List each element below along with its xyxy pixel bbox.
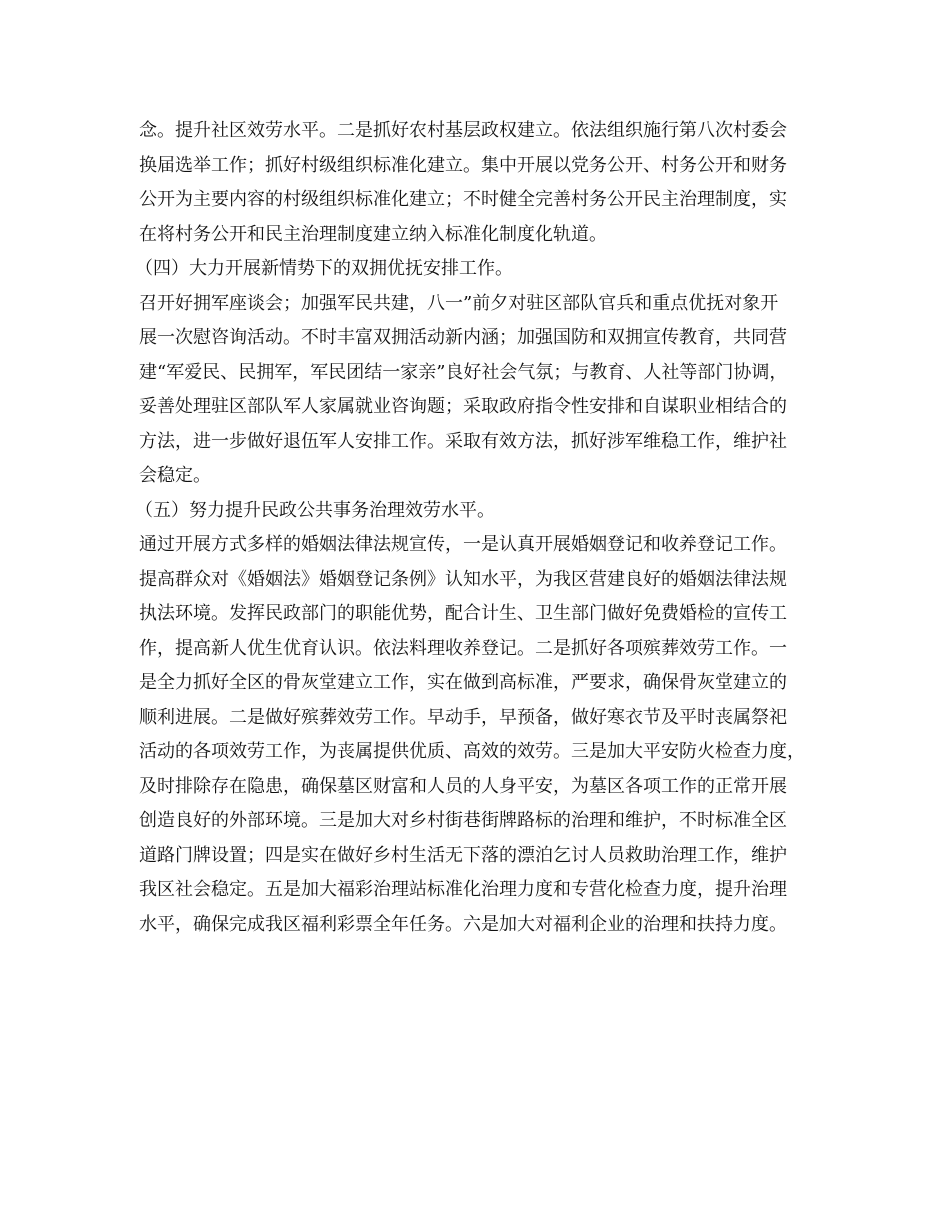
text-line: 提高群众对《婚姻法》婚姻登记条例》认知水平，为我区营建良好的婚姻法律法规: [139, 568, 787, 590]
text-line: 在将村务公开和民主治理制度建立纳入标准化制度化轨道。: [139, 223, 607, 245]
text-line: 通过开展方式多样的婚姻法律法规宣传，一是认真开展婚姻登记和收养登记工作。: [139, 534, 787, 555]
text-line: 换届选举工作；抓好村级组织标准化建立。集中开展以党务公开、村务公开和财务: [139, 154, 787, 176]
text-line: 道路门牌设置；四是实在做好乡村生活无下落的漂泊乞讨人员救助治理工作，维护: [139, 844, 787, 866]
text-line: 展一次慰咨询活动。不时丰富双拥活动新内涵；加强国防和双拥宣传教育，共同营: [139, 327, 787, 348]
text-line: 执法环境。发挥民政部门的职能优势，配合计生、卫生部门做好免费婚检的宣传工: [139, 603, 787, 624]
section-heading-5: （五）努力提升民政公共事务治理效劳水平。: [135, 499, 495, 521]
text-line: 顺利进展。二是做好殡葬效劳工作。早动手，早预备，做好寒衣节及平时丧属祭祀: [139, 706, 787, 728]
document-body: [135, 114, 819, 942]
text-line: 我区社会稳定。五是加大福彩治理站标准化治理力度和专营化检查力度，提升治理: [139, 879, 787, 900]
section-heading-4: （四）大力开展新情势下的双拥优抚安排工作。: [135, 258, 513, 279]
text-line: 活动的各项效劳工作，为丧属提供优质、高效的效劳。三是加大平安防火检查力度，: [139, 741, 805, 762]
text-line: 妥善处理驻区部队军人家属就业咨询题；采取政府指令性安排和自谋职业相结合的: [139, 396, 787, 417]
text-line: 创造良好的外部环境。三是加大对乡村街巷街牌路标的治理和维护，不时标准全区: [139, 810, 787, 831]
text-line: 会稳定。: [139, 465, 211, 486]
text-line: 方法，进一步做好退伍军人安排工作。采取有效方法，抓好涉军维稳工作，维护社: [139, 430, 787, 452]
text-line: 念。提升社区效劳水平。二是抓好农村基层政权建立。依法组织施行第八次村委会: [139, 120, 787, 141]
text-line: 是全力抓好全区的骨灰堂建立工作，实在做到高标准，严要求，确保骨灰堂建立的: [139, 672, 787, 693]
text-line: 及时排除存在隐患，确保墓区财富和人员的人身平安，为墓区各项工作的正常开展: [139, 775, 787, 797]
text-line: 公开为主要内容的村级组织标准化建立；不时健全完善村务公开民主治理制度，实: [139, 189, 787, 210]
text-line: 召开好拥军座谈会；加强军民共建，八一”前夕对驻区部队官兵和重点优抚对象开: [139, 292, 779, 314]
text-line: 建“军爱民、民拥军，军民团结一家亲”良好社会气氛；与教育、人社等部门协调，: [139, 361, 788, 383]
text-line: 水平，确保完成我区福利彩票全年任务。六是加大对福利企业的治理和扶持力度。: [139, 913, 787, 935]
text-line: 作，提高新人优生优育认识。依法料理收养登记。二是抓好各项殡葬效劳工作。一: [139, 637, 787, 659]
